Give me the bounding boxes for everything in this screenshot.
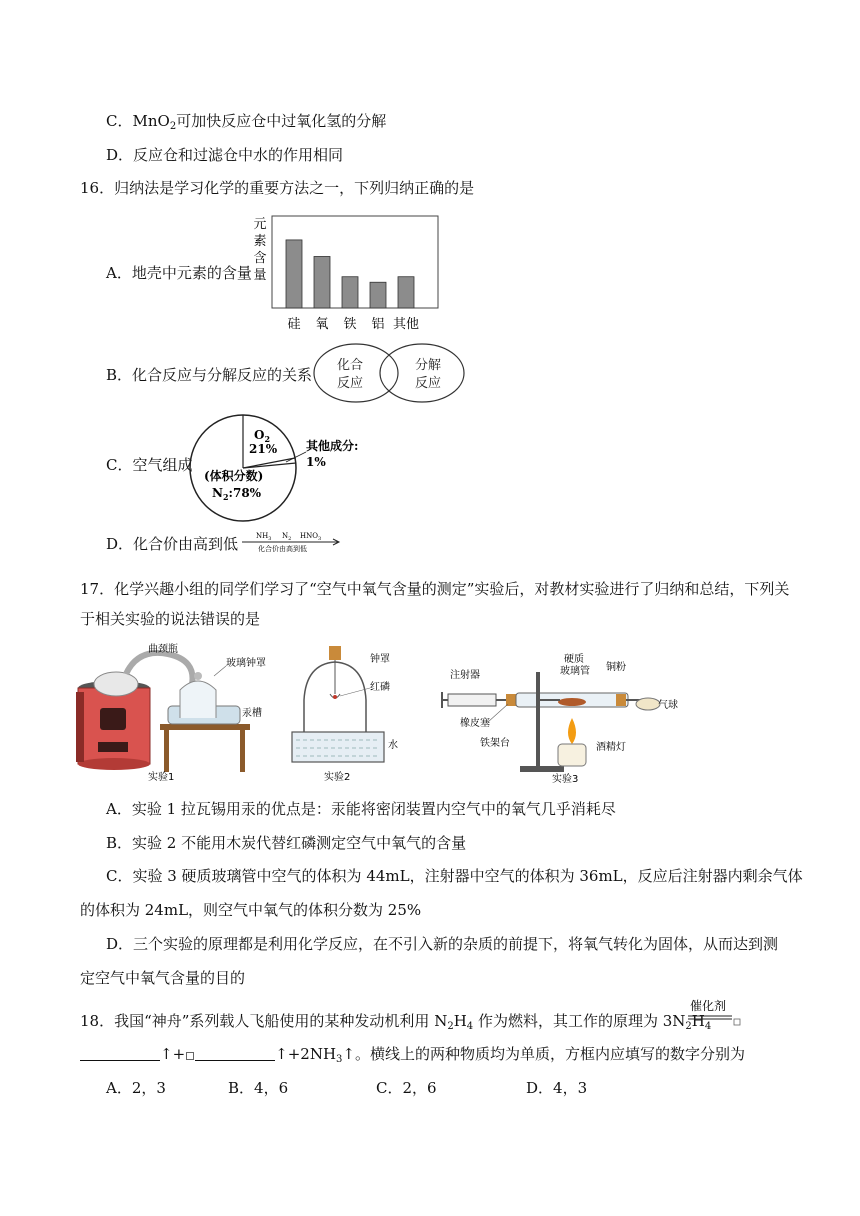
x-tick-氧: 氧 xyxy=(315,317,329,332)
q18-choice-a: A．2，3 xyxy=(106,1079,166,1097)
svg-text:N2: $N_2$ xyxy=(282,532,292,542)
q15-option-c: C．MnO$_2$可加快反应仓中过氧化氢的分解 xyxy=(106,112,387,132)
label-balloon: 气球 xyxy=(658,700,678,711)
label-syringe: 注射器 xyxy=(450,670,480,681)
q17-option-d-2: 定空气中氧气含量的目的 xyxy=(80,969,246,987)
bar-硅 xyxy=(286,240,302,308)
q16-option-d: D．化合价由高到低 xyxy=(106,535,239,553)
venn-left-label-2: 反应 xyxy=(336,376,364,391)
svg-text:NH3: $NH_3$ xyxy=(256,532,272,542)
blank-2 xyxy=(195,1045,275,1061)
experiment-3-figure xyxy=(440,652,690,784)
pie-other-label: 其他成分: xyxy=(306,439,359,453)
q18-stem: 18．我国“神舟”系列载人飞船使用的某种发动机利用 $N_2H_4$ 作为燃料，其工作的原理为 $3N_2H_4$ xyxy=(80,1012,712,1032)
q17-option-c-1: C．实验 3 硬质玻璃管中空气的体积为 44mL，注射器中空气的体积为 36mL，反应后注射器内剩余气体 xyxy=(106,867,803,885)
label-hard-tube-2: 玻璃管 xyxy=(560,666,590,677)
label-bell: 钟罩 xyxy=(370,654,390,665)
experiment-2-figure xyxy=(288,642,418,782)
venn-right-label-2: 反应 xyxy=(414,376,442,391)
label-red-phosphorus: 红磷 xyxy=(370,682,390,693)
experiment-1-figure xyxy=(68,640,282,782)
label-trough: 汞槽 xyxy=(242,708,262,719)
q18-choice-d: D．4，3 xyxy=(526,1079,588,1097)
svg-text:HNO3: $HNO_3$ xyxy=(300,532,322,542)
q16-option-b: B．化合反应与分解反应的关系 xyxy=(106,366,313,384)
y-label-char: 元 xyxy=(253,217,267,232)
svg-text:化合价由高到低: 化合价由高到低 xyxy=(258,545,307,553)
label-water: 水 xyxy=(388,740,398,751)
caption-experiment-1: 实验1 xyxy=(148,772,175,782)
svg-text:N2:78%: $N_2:78\%$ xyxy=(212,486,262,502)
q17-stem-1: 17．化学兴趣小组的同学们学习了“空气中氧气含量的测定”实验后，对教材实验进行了归纳和总结，下列关 xyxy=(80,580,790,598)
air-composition-pie xyxy=(188,412,388,524)
bar-其他 xyxy=(398,277,414,308)
bar-铝 xyxy=(370,282,386,308)
valence-arrow xyxy=(240,530,344,554)
venn-left-circle xyxy=(314,344,398,402)
label-retort: 曲颈瓶 xyxy=(148,644,178,655)
pie-o2-percent: 21% xyxy=(249,442,278,456)
x-tick-铝: 铝 xyxy=(371,317,385,332)
y-label-char: 含 xyxy=(253,251,267,266)
catalyst-equals-sign xyxy=(688,998,744,1030)
venn-diagram xyxy=(312,342,468,404)
box-blank-1 xyxy=(186,1052,194,1060)
chart-ylabel xyxy=(253,217,266,283)
q18-equation-line: ↑+ $↑+2NH_3↑$。横线上的两种物质均为单质，方框内应填写的数字分别为 xyxy=(80,1044,745,1070)
q15-option-d: D．反应仓和过滤仓中水的作用相同 xyxy=(106,146,344,164)
venn-right-label-1: 分解 xyxy=(414,358,442,373)
q17-option-a: A．实验 1 拉瓦锡用汞的优点是：汞能将密闭装置内空气中的氧气几乎消耗尽 xyxy=(106,800,616,818)
label-copper: 铜粉 xyxy=(606,662,626,673)
label-hard-tube-1: 硬质 xyxy=(564,654,584,665)
label-stand: 铁架台 xyxy=(480,738,510,749)
y-label-char: 量 xyxy=(253,268,267,283)
label-lamp: 酒精灯 xyxy=(596,742,626,753)
q18-choice-c: C．2，6 xyxy=(376,1079,437,1097)
catalyst-label: 催化剂 xyxy=(690,999,727,1013)
q17-option-b: B．实验 2 不能用木炭代替红磷测定空气中氧气的含量 xyxy=(106,834,467,852)
label-bell-jar: 玻璃钟罩 xyxy=(226,658,266,669)
q16-stem: 16．归纳法是学习化学的重要方法之一，下列归纳正确的是 xyxy=(80,179,475,197)
q16-option-a: A．地壳中元素的含量 xyxy=(106,264,252,282)
label-stopper: 橡皮塞 xyxy=(460,718,490,729)
venn-right-circle xyxy=(380,344,464,402)
bar-氧 xyxy=(314,256,330,308)
x-tick-铁: 铁 xyxy=(343,317,357,332)
q17-option-c-2: 的体积为 24mL，则空气中氧气的体积分数为 25% xyxy=(80,901,422,919)
x-tick-硅: 硅 xyxy=(287,317,301,332)
pie-basis: (体积分数) xyxy=(204,469,264,483)
bar-铁 xyxy=(342,277,358,308)
q17-stem-2: 于相关实验的说法错误的是 xyxy=(80,610,261,628)
svg-text:O2: $O_2$ xyxy=(254,428,271,444)
q17-option-d-1: D．三个实验的原理都是利用化学反应，在不引入新的杂质的前提下，将氧气转化为固体，从而达到测 xyxy=(106,935,779,953)
caption-experiment-2: 实验2 xyxy=(324,772,351,782)
venn-left-label-1: 化合 xyxy=(336,358,364,373)
caption-experiment-3: 实验3 xyxy=(552,774,579,784)
y-label-char: 素 xyxy=(253,234,267,249)
crust-element-bar-chart xyxy=(250,212,440,336)
q16-option-c: C．空气组成 xyxy=(106,456,193,474)
blank-1 xyxy=(80,1045,160,1061)
q18-choice-b: B．4，6 xyxy=(228,1079,289,1097)
x-tick-其他: 其他 xyxy=(392,317,420,332)
pie-other-percent: 1% xyxy=(306,455,326,469)
